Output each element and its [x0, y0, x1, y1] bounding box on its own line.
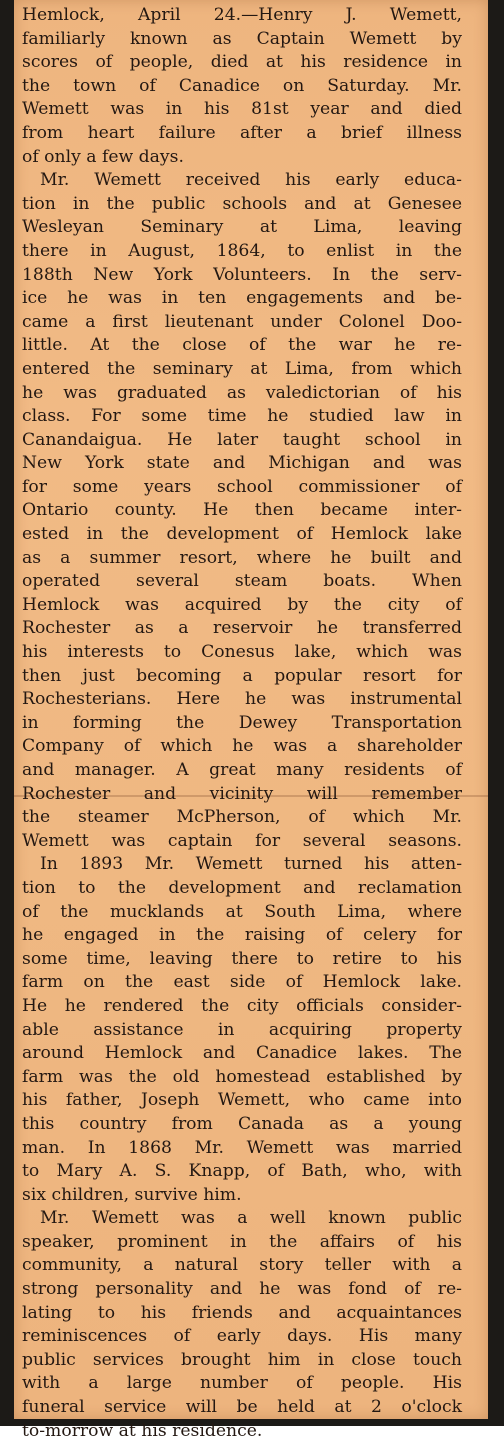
text-line: his interests to Conesus lake, which was [22, 642, 462, 663]
text-line: around Hemlock and Canadice lakes. The [22, 1043, 462, 1064]
paragraph-1 [22, 4, 462, 169]
text-line: Mr. Wemett received his early educa- [40, 170, 462, 191]
text-line: Rochester and vicinity will remember [22, 783, 462, 804]
text-line: for some years school commissioner of [22, 476, 462, 497]
text-line: then just becoming a popular resort for [22, 665, 462, 686]
text-line: public services brought him in close touch [22, 1349, 462, 1370]
text-line: and manager. A great many residents of [22, 760, 462, 780]
text-line: In 1893 Mr. Wemett turned his atten- [40, 854, 462, 875]
text-line: Hemlock, April 24.—Henry J. Wemett, [22, 5, 462, 25]
text-line: tion in the public schools and at Genesee [22, 193, 462, 214]
text-line: Ontario county. He then became inter- [22, 500, 462, 521]
text-line: Wesleyan Seminary at Lima, leaving [22, 217, 462, 238]
text-line: the steamer McPherson, of which Mr. [22, 807, 462, 828]
text-line: Canandaigua. He later taught school in [22, 429, 462, 450]
text-line: ice he was in ten engagements and be- [22, 288, 462, 309]
text-line: he engaged in the raising of celery for [22, 925, 462, 946]
text-line: able assistance in acquiring property [22, 1019, 462, 1040]
text-line: this country from Canada as a young [22, 1113, 462, 1134]
text-line: Rochesterians. Here he was instrumental [22, 689, 462, 710]
text-line: as a summer resort, where he built and [22, 547, 462, 568]
text-line: of only a few days. [22, 146, 184, 167]
text-line: familiarly known as Captain Wemett by [22, 28, 462, 49]
text-line: from heart failure after a brief illness [22, 122, 462, 143]
text-line: Mr. Wemett was a well known public [40, 1208, 462, 1229]
text-line: 188th New York Volunteers. In the serv- [22, 264, 462, 285]
text-line: in forming the Dewey Transportation [22, 712, 462, 733]
text-line: six children, survive him. [22, 1184, 242, 1205]
text-line: scores of people, died at his residence in [22, 52, 462, 73]
text-line: tion to the development and reclamation [22, 877, 462, 898]
text-line: Hemlock was acquired by the city of [22, 594, 462, 615]
text-line: lating to his friends and acquaintances [22, 1302, 462, 1323]
paragraph-2 [22, 169, 462, 853]
text-line: reminiscences of early days. His many [22, 1326, 462, 1347]
text-line: he was graduated as valedictorian of his [22, 382, 462, 403]
text-line: entered the seminary at Lima, from which [22, 358, 462, 379]
text-line: his father, Joseph Wemett, who came into [22, 1090, 462, 1111]
text-line: community, a natural story teller with a [22, 1255, 462, 1276]
text-line: man. In 1868 Mr. Wemett was married [22, 1137, 462, 1158]
text-line: Company of which he was a shareholder [22, 736, 462, 757]
text-line: the town of Canadice on Saturday. Mr. [22, 75, 462, 96]
text-line: there in August, 1864, to enlist in the [22, 240, 462, 261]
text-line: New York state and Michigan and was [22, 453, 462, 474]
obituary-article [22, 4, 462, 1443]
text-line: little. At the close of the war he re- [22, 335, 462, 356]
text-line: Wemett was captain for several seasons. [22, 830, 462, 851]
text-line: class. For some time he studied law in [22, 406, 462, 427]
text-line: operated several steam boats. When [22, 571, 462, 592]
paragraph-3 [22, 853, 462, 1207]
text-line: He he rendered the city officials consider- [22, 995, 462, 1016]
text-line: speaker, prominent in the affairs of his [22, 1231, 462, 1252]
text-line: came a first lieutenant under Colonel Doo- [22, 311, 462, 332]
text-line: Wemett was in his 81st year and died [22, 99, 462, 120]
text-line: ested in the development of Hemlock lake [22, 524, 462, 545]
text-line: to Mary A. S. Knapp, of Bath, who, with [22, 1161, 462, 1182]
text-line: of the mucklands at South Lima, where [22, 901, 462, 922]
text-line: funeral service will be held at 2 o'clock [22, 1397, 462, 1418]
text-line: with a large number of people. His [22, 1373, 462, 1394]
text-line: strong personality and he was fond of re- [22, 1279, 462, 1300]
text-line: farm on the east side of Hemlock lake. [22, 972, 462, 993]
paragraph-4 [22, 1207, 462, 1443]
text-line: some time, leaving there to retire to his [22, 948, 462, 969]
text-line: Rochester as a reservoir he transferred [22, 618, 462, 639]
text-line: farm was the old homestead established by [22, 1066, 462, 1087]
text-line: to-morrow at his residence. [22, 1420, 263, 1441]
